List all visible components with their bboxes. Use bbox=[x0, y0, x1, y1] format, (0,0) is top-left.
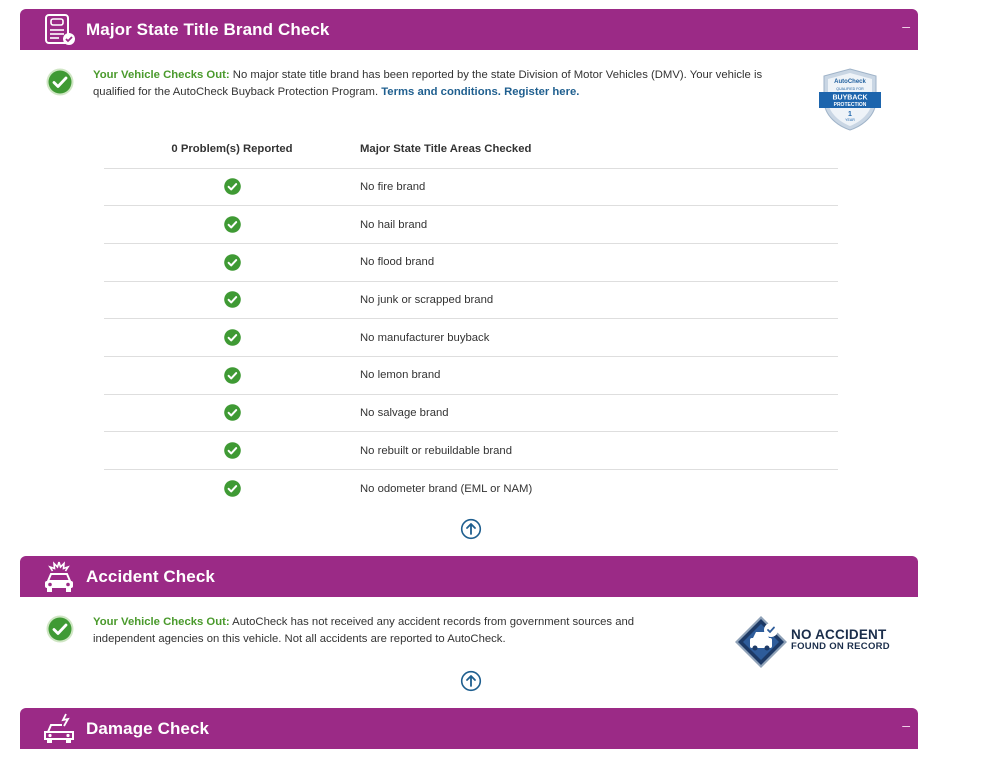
table-row bbox=[104, 470, 838, 508]
check-circle-icon bbox=[224, 178, 241, 195]
check-circle-icon bbox=[46, 68, 74, 96]
title-brand-title: Major State Title Brand Check bbox=[86, 19, 330, 39]
collapse-button[interactable]: – bbox=[902, 717, 910, 733]
area-label: No manufacturer buyback bbox=[360, 319, 838, 357]
title-brand-intro-text: No major state title brand has been reported by the state Division of Motor Vehicles (DMV). Your vehicle is qualified for the AutoCheck Buyback Protection Program. bbox=[93, 69, 763, 98]
badge-line3: PROTECTION bbox=[833, 102, 867, 108]
buyback-protection-badge[interactable] bbox=[818, 66, 882, 132]
collapse-button[interactable]: – bbox=[902, 18, 910, 34]
badge-line2: BUYBACK bbox=[832, 94, 868, 102]
check-circle-icon bbox=[224, 404, 241, 421]
table-row bbox=[104, 432, 838, 470]
badge-years-label: YEAR bbox=[845, 118, 855, 122]
table-row bbox=[104, 206, 838, 244]
check-circle-icon bbox=[224, 216, 241, 233]
table-row bbox=[104, 243, 838, 281]
area-label: No junk or scrapped brand bbox=[360, 281, 838, 319]
no-accident-label: NO ACCIDENT bbox=[791, 627, 887, 642]
no-accident-icon bbox=[733, 614, 789, 672]
areas-checked-header: Major State Title Areas Checked bbox=[360, 131, 838, 168]
check-circle-icon bbox=[224, 442, 241, 459]
badge-brand: AutoCheck bbox=[834, 79, 866, 85]
check-circle-icon bbox=[46, 615, 74, 643]
scroll-to-top-icon[interactable] bbox=[460, 670, 482, 692]
area-label: No fire brand bbox=[360, 168, 838, 206]
damage-check-header[interactable] bbox=[20, 708, 918, 749]
check-circle-icon bbox=[224, 254, 241, 271]
accident-intro-text: AutoCheck has not received any accident records from government sources and independent agencies on this vehicle. Not all accidents are reported to AutoCheck. bbox=[93, 616, 635, 645]
table-row bbox=[104, 281, 838, 319]
car-crash-icon bbox=[39, 560, 79, 594]
table-row bbox=[104, 356, 838, 394]
checks-out-label: Your Vehicle Checks Out: bbox=[93, 616, 230, 628]
register-link[interactable]: Register here. bbox=[504, 86, 580, 98]
problems-reported-header: 0 Problem(s) Reported bbox=[104, 131, 360, 168]
check-circle-icon bbox=[224, 480, 241, 497]
area-label: No flood brand bbox=[360, 243, 838, 281]
area-label: No rebuilt or rebuildable brand bbox=[360, 432, 838, 470]
table-row bbox=[104, 168, 838, 206]
found-on-record-label: FOUND ON RECORD bbox=[791, 641, 890, 652]
accident-check-title: Accident Check bbox=[86, 566, 215, 586]
check-circle-icon bbox=[224, 367, 241, 384]
table-row bbox=[104, 319, 838, 357]
accident-intro bbox=[93, 614, 673, 648]
title-brand-header[interactable] bbox=[20, 9, 918, 50]
check-circle-icon bbox=[224, 291, 241, 308]
table-row bbox=[104, 394, 838, 432]
area-label: No salvage brand bbox=[360, 394, 838, 432]
area-label: No lemon brand bbox=[360, 356, 838, 394]
scroll-to-top-icon[interactable] bbox=[460, 518, 482, 540]
check-circle-icon bbox=[224, 329, 241, 346]
checks-out-label: Your Vehicle Checks Out: bbox=[93, 69, 230, 81]
damage-check-title: Damage Check bbox=[86, 718, 210, 738]
badge-years: 1 bbox=[848, 111, 852, 118]
checklist-car-icon bbox=[39, 13, 79, 47]
title-brand-intro bbox=[93, 67, 793, 101]
terms-link[interactable]: Terms and conditions. bbox=[381, 86, 501, 98]
area-label: No hail brand bbox=[360, 206, 838, 244]
title-brand-table bbox=[104, 131, 838, 507]
table-header-row bbox=[104, 131, 838, 168]
accident-check-header[interactable] bbox=[20, 556, 918, 597]
no-accident-badge bbox=[733, 614, 903, 672]
damaged-car-icon bbox=[39, 712, 79, 746]
area-label: No odometer brand (EML or NAM) bbox=[360, 482, 533, 495]
badge-line1: QUALIFIED FOR bbox=[836, 87, 864, 91]
